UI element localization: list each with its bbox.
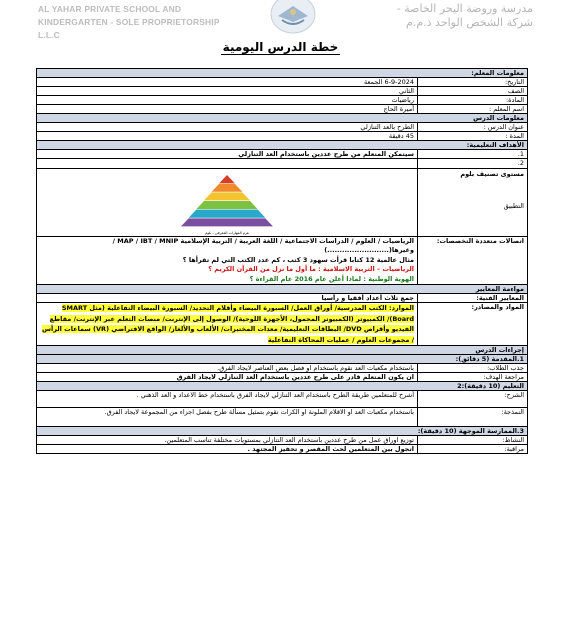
bloom-level: التطبيق	[503, 202, 524, 210]
phase-heading: التعليم (10 دقيقة):2	[37, 382, 528, 391]
islamic-link-line: الرياضيات – التربية الاسلامية : ما أول ما نزل من القرآن الكريم ؟	[208, 265, 414, 274]
field-label: الشرح:	[418, 391, 528, 408]
pyramid-tier	[181, 218, 273, 226]
objective-number: 2.	[418, 159, 528, 169]
field-value: ان يكون المتعلم قادر على طرح عددين باستخدام العد التنازلي لايجاد الفرق	[37, 373, 418, 382]
field-label: الصف	[418, 87, 528, 96]
explanation-row	[37, 391, 528, 408]
grade-row	[37, 87, 528, 96]
bloom-pyramid-image	[177, 171, 277, 231]
field-value: رياضيات	[37, 96, 418, 105]
field-value: باستخدام مكعبات العد نقوم باستخدام او فصل بعض العناصر لايجاد الفرق.	[37, 364, 418, 373]
bloom-label: مستوى تصنيف بلوم	[460, 170, 524, 178]
section-heading: معلومات المعلم:	[37, 69, 528, 78]
date-row	[37, 78, 528, 87]
field-label: المادة:	[418, 96, 528, 105]
school-ar-line: شركة الشخص الواحد ذ.م.م	[406, 16, 533, 29]
field-label: النشاط:	[418, 436, 528, 445]
field-label: المعايير الفنية:	[418, 294, 528, 303]
teacher-info-heading-row	[37, 69, 528, 78]
objective-number: 1.	[418, 150, 528, 159]
objective-text	[37, 159, 418, 169]
modeling-row	[37, 408, 528, 427]
field-value: 6-9-2024 الجمعة	[37, 78, 418, 87]
standards-heading-row	[37, 285, 528, 294]
cross-subjects-line: الرياضيات / العلوم / الدراسات الاجتماعية / اللغة العربية / التربية الإسلامية MAP / IBT / MNIP /	[112, 237, 414, 245]
teaching-heading-row	[37, 382, 528, 391]
intro-heading-row	[37, 355, 528, 364]
intro-hook-row	[37, 364, 528, 373]
subject-row	[37, 96, 528, 105]
cross-curricular-label: اتصالات متعددة التخصصات:	[418, 237, 528, 285]
document-title	[0, 40, 561, 54]
pyramid-tier	[212, 184, 243, 192]
cross-curricular-cell	[37, 237, 418, 285]
objective-row	[37, 150, 528, 159]
field-value: جمع ثلاث أعداد أفقيا و رأسيا	[37, 294, 418, 303]
field-value: توزيع اوراق عمل من طرح عددين باستخدام العد التنازلي بمستويات مختلفة تناسب المتعلمين.	[37, 436, 418, 445]
school-name-english	[38, 3, 278, 42]
field-value: 45 دقيقة	[37, 132, 418, 141]
national-identity-line: الهوية الوطنية : لماذا أعلن عام 2016 عام القراءة ؟	[249, 274, 414, 283]
pyramid-tier	[196, 201, 257, 209]
field-label: مراقبة:	[418, 445, 528, 454]
field-label: عنوان الدرس :	[418, 123, 528, 132]
technical-standards-row	[37, 294, 528, 303]
monitoring-row	[37, 445, 528, 454]
school-ar-line: مدرسة وروضة اليحر الخاصة -	[396, 2, 533, 15]
field-value: اتجول بين المتعلمين لحث المقصر و تحفيز المجتهد .	[37, 445, 418, 454]
phase-heading: 1.المقدمة (5 دقائق):	[37, 355, 528, 364]
pyramid-tier	[189, 210, 266, 218]
page-header	[0, 0, 561, 62]
bloom-caption: هرم المهارات المعرفي - بلوم	[205, 231, 249, 235]
materials-row	[37, 303, 528, 346]
materials-label: المواد والمصادر:	[418, 303, 528, 346]
field-value: الثاني	[37, 87, 418, 96]
field-value: الطرح بالعد التنازلي	[37, 123, 418, 132]
lesson-info-heading-row	[37, 114, 528, 123]
global-example-line: مثال عالمية 12 كتابا قرأت سهود 3 كتب ، كم عدد الكتب التي لم تقرأها ؟	[182, 255, 414, 264]
section-heading: الأهداف التعليمية:	[37, 141, 528, 150]
section-heading: إجراءات الدرس	[37, 346, 528, 355]
field-value: أميرة الحاج	[37, 105, 418, 114]
field-label: جذب الطلاب:	[418, 364, 528, 373]
materials-text: الموارد: الكتب المدرسية/ أوراق العمل/ السبورة البيضاء وأقلام التحديد/ السبورة البيضاء التفاعلية (مثل SMART Board)/ الكمبيوتر (الكمبيوتر المحمول، الأجهزة اللوحية)/ الوصول إلى الإنترنت/ منصات التعلم عبر الإنترنت/ مقاطع الفيديو وأقراص DVD/ البطاقات التعليمية/ معدات المختبرات/ الألعاب والألغاز/ الواقع الافتراضي (VR) سماعات الرأس / مجموعات العلوم / عمليات المحاكاة التفاعلية	[42, 304, 414, 344]
field-label: التاريخ:	[418, 78, 528, 87]
cross-curricular-row	[37, 237, 528, 285]
pyramid-tier	[219, 175, 234, 183]
phase-heading: 3.الممارسة الموجهة (10 دقيقة):	[37, 427, 528, 436]
guided-practice-heading-row	[37, 427, 528, 436]
field-label: المدة :	[418, 132, 528, 141]
objectives-heading-row	[37, 141, 528, 150]
field-value: أشرح للمتعلمين طريقة الطرح باستخدام العد التنازلي لايجاد الفرق باستخدام خط الاعداد و العد الذهني .	[37, 391, 418, 408]
lesson-title-row	[37, 123, 528, 132]
activity-row	[37, 436, 528, 445]
section-heading: مواءمة المعايير	[37, 285, 528, 294]
bloom-row	[37, 169, 528, 237]
duration-row	[37, 132, 528, 141]
school-name-arabic	[293, 2, 533, 30]
document-title-text: خطة الدرس اليومية	[222, 40, 339, 54]
school-en-line: L.L.C	[38, 30, 60, 40]
procedures-heading-row	[37, 346, 528, 355]
field-label: مراجعة الهدف:	[418, 373, 528, 382]
bloom-pyramid-cell	[37, 169, 418, 237]
pyramid-tier	[204, 192, 250, 200]
lesson-plan-table	[36, 68, 528, 454]
field-value: باستخدام مكعبات العد او الاقلام الملونة او الكرات نقوم بتمثيل مسألة طرح بفصل اجزاء من المجموعة لايجاد الفرق.	[37, 408, 418, 427]
materials-cell	[37, 303, 418, 346]
cross-other-line: وغيرها(.........................)	[324, 246, 414, 255]
objective-text: سيتمكن المتعلم من طرح عددين باستخدام العد التنازلي	[37, 150, 418, 159]
school-en-line: AL YAHAR PRIVATE SCHOOL AND	[38, 4, 182, 14]
school-en-line: KINDERGARTEN - SOLE PROPRIETORSHIP	[38, 17, 220, 27]
field-label: اسم المعلم :	[418, 105, 528, 114]
bloom-label-cell	[418, 169, 528, 237]
field-label: النمذجة:	[418, 408, 528, 427]
teacher-name-row	[37, 105, 528, 114]
section-heading: معلومات الدرس	[37, 114, 528, 123]
intro-objective-review-row	[37, 373, 528, 382]
objective-row	[37, 159, 528, 169]
